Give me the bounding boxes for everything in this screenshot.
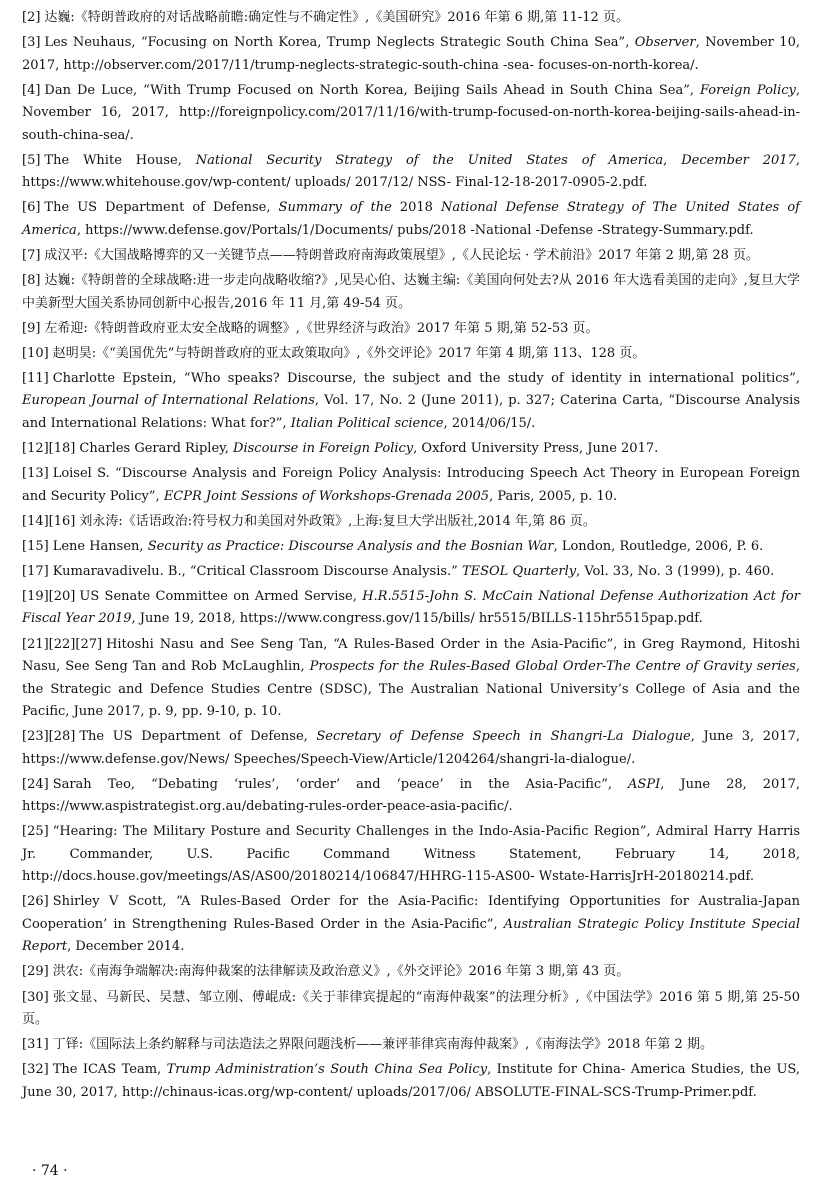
reference-item <box>22 1034 800 1057</box>
text-segment: The US Department of Defense, <box>79 729 317 745</box>
reference-number: [26] <box>22 894 49 910</box>
reference-number: [24] <box>22 776 49 792</box>
reference-number: [17] <box>22 563 49 579</box>
reference-text <box>79 441 658 456</box>
text-segment: “Hearing: The Military Posture and Security Challenges in the Indo-Asia-Pacific Region”, Admiral Harry Harris Jr. Commander, U.S. Pacific Command Witness Statement, February 14, 2018, http://docs.house.gov/meetings/AS/AS00/20180214/106847/HHRG-115-AS00- Wstate-HarrisJrH-20180214.pdf. <box>22 824 800 885</box>
italic-title: Summary of the <box>278 200 392 216</box>
text-segment: Charlotte Epstein, “Who speaks? Discourse, the subject and the study of identity in international politics”, <box>52 370 800 386</box>
reference-number: [10] <box>22 345 49 361</box>
reference-text <box>22 466 800 504</box>
italic-title: December 2017 <box>681 152 796 168</box>
text-segment: , June 3, 2017, https://www.defense.gov/News/ Speeches/Speech-View/Article/1204264/shangri-la-dialogue/. <box>22 729 800 767</box>
text-segment: , https://www.defense.gov/Portals/1/Documents/ pubs/2018 -National -Defense -Strategy-Summary.pdf. <box>76 222 754 238</box>
text-segment: The White House, <box>44 152 196 168</box>
text-segment: The US Department of Defense, <box>44 200 279 216</box>
text-segment: 达巍:《特朗普政府的对话战略前瞻:确定性与不确定性》,《美国研究》2016 年第 6 期,第 11-12 页。 <box>44 10 629 25</box>
reference-item <box>22 80 800 148</box>
text-segment: 成汉平:《大国战略博弈的又一关键节点——特朗普政府南海政策展望》,《人民论坛 · 学术前沿》2017 年第 2 期,第 28 页。 <box>44 247 760 263</box>
italic-title: Discourse in Foreign Policy <box>233 440 414 456</box>
reference-text <box>22 273 800 311</box>
reference-item <box>22 32 800 77</box>
text-segment: Charles Gerard Ripley, <box>79 440 234 456</box>
reference-number: [3] <box>22 35 41 51</box>
italic-title: Security as Practice: Discourse Analysis and the Bosnian War <box>147 538 554 554</box>
text-segment: , Paris, 2005, p. 10. <box>489 488 618 504</box>
italic-title: National Defense Strategy of The United States of America <box>22 200 800 238</box>
reference-text <box>22 637 800 720</box>
text-segment: 2018 <box>391 200 441 216</box>
reference-number: [9] <box>22 320 41 336</box>
reference-text <box>53 539 764 554</box>
reference-number: [25] <box>22 824 49 840</box>
reference-text <box>53 964 630 979</box>
reference-item <box>22 987 800 1032</box>
reference-text <box>22 589 800 627</box>
italic-title: Trump Administration’s South China Sea Policy <box>166 1062 488 1078</box>
reference-text <box>22 894 800 954</box>
reference-item <box>22 726 800 771</box>
reference-number: [29] <box>22 964 49 980</box>
reference-text <box>22 35 800 73</box>
reference-number: [23][28] <box>22 729 76 745</box>
text-segment: 张文显、马新民、吴慧、邹立刚、傅崐成:《关于菲律宾提起的“南海仲裁案”的法理分析》,《中国法学》2016 第 5 期,第 25-50 页。 <box>22 989 800 1028</box>
text-segment: , June 28, 2017, https://www.aspistrategist.org.au/debating-rules-order-peace-asia-pacific/. <box>22 776 801 815</box>
text-segment: 达巍:《特朗普的全球战略:进一步走向战略收缩?》,见吴心伯、达巍主编:《美国向何处去?从 2016 年大选看美国的走向》,复旦大学中美新型大国关系协同创新中心报告,2016 年 11 月,第 49-54 页。 <box>22 273 800 311</box>
reference-text <box>44 248 759 263</box>
reference-number: [19][20] <box>22 588 76 604</box>
reference-item <box>22 7 800 30</box>
text-segment: , Vol. 17, No. 2 (June 2011), p. 327; Caterina Carta, “Discourse Analysis and International Relations: What for?”, <box>22 393 800 431</box>
italic-title: Italian Political science <box>290 415 444 431</box>
reference-list <box>22 7 800 1104</box>
reference-number: [11] <box>22 370 49 386</box>
reference-item <box>22 368 800 436</box>
text-segment: , Vol. 33, No. 3 (1999), p. 460. <box>576 563 775 579</box>
text-segment: Sarah Teo, “Debating ‘rules’, ‘order’ and ‘peace’ in the Asia-Pacific”, <box>52 776 629 792</box>
reference-item <box>22 774 800 819</box>
text-segment: , 2014/06/15/. <box>443 415 536 431</box>
text-segment: , <box>663 152 682 168</box>
text-segment: 赵明昊:《“美国优先”与特朗普政府的亚太政策取向》,《外交评论》2017 年第 4 期,第 113、128 页。 <box>52 345 646 361</box>
reference-number: [2] <box>22 10 41 25</box>
italic-title: H.R.5515-John S. McCain National Defense Authorization Act for Fiscal Year 2019 <box>22 588 800 627</box>
reference-number: [14][16] <box>22 513 76 529</box>
reference-item <box>22 343 800 366</box>
reference-number: [6] <box>22 200 41 216</box>
reference-number: [12][18] <box>22 440 76 456</box>
reference-item <box>22 318 800 341</box>
italic-title: ASPI <box>628 776 661 792</box>
text-segment: Lene Hansen, <box>52 538 148 554</box>
reference-item <box>22 561 800 584</box>
text-segment: , https://www.whitehouse.gov/wp-content/ uploads/ 2017/12/ NSS- Final-12-18-2017-0905-2.pdf. <box>22 152 800 191</box>
text-segment: US Senate Committee on Armed Servise, <box>79 588 363 604</box>
reference-number: [21][22][27] <box>22 636 103 652</box>
reference-text <box>53 1037 713 1052</box>
text-segment: Kumaravadivelu. B., “Critical Classroom Discourse Analysis.” <box>52 563 462 579</box>
text-segment: 丁铎:《国际法上条约解释与司法造法之界限问题浅析——兼评菲律宾南海仲裁案》,《南海法学》2018 年第 2 期。 <box>52 1037 713 1053</box>
reference-number: [4] <box>22 82 41 98</box>
italic-title: TESOL Quarterly <box>461 563 577 579</box>
text-segment: , the Strategic and Defence Studies Centre (SDSC), The Australian National University’s College of Asia and the Pacific, June 2017, p. 9, pp. 9-10, p. 10. <box>22 659 800 719</box>
reference-text <box>44 321 598 336</box>
reference-text <box>53 564 775 579</box>
reference-text <box>22 1062 800 1100</box>
reference-item <box>22 891 800 959</box>
text-segment: Hitoshi Nasu and See Seng Tan, “A Rules-Based Order in the Asia-Pacific”, in Greg Raymond, Hitoshi Nasu, See Seng Tan and Rob McLaughlin, <box>22 636 800 674</box>
reference-item <box>22 821 800 889</box>
text-segment: , Institute for China- America Studies, the US, June 30, 2017, http://chinaus-icas.org/wp-content/ uploads/2017/06/ ABSOLUTE-FINAL-SCS-Trump-Primer.pdf. <box>22 1062 800 1100</box>
italic-title: European Journal of International Relations <box>22 393 315 409</box>
reference-number: [30] <box>22 989 49 1005</box>
reference-item <box>22 586 800 631</box>
reference-item <box>22 270 800 315</box>
reference-text <box>22 824 800 884</box>
text-segment: , December 2014. <box>67 939 185 955</box>
reference-text <box>22 777 800 815</box>
italic-title: Observer <box>634 35 696 51</box>
text-segment: Shirley V Scott, “A Rules-Based Order for the Asia-Pacific: Identifying Opportunities for Australia-Japan Cooperation’ in Strengthening Rules-Based Order in the Asia-Pacific”, <box>22 894 800 932</box>
reference-text <box>53 346 646 361</box>
reference-item <box>22 150 800 195</box>
reference-number: [31] <box>22 1037 49 1053</box>
reference-number: [13] <box>22 466 49 482</box>
reference-item <box>22 438 800 461</box>
reference-number: [5] <box>22 152 41 168</box>
text-segment: , November 10, 2017, http://observer.com/2017/11/trump-neglects-strategic-south-china -sea- focuses-on-north-korea/. <box>22 35 800 73</box>
reference-text <box>22 990 800 1028</box>
text-segment: 洪农:《南海争端解决:南海仲裁案的法律解读及政治意义》,《外交评论》2016 年第 3 期,第 43 页。 <box>52 964 630 980</box>
italic-title: National Security Strategy of the United States of America <box>195 152 664 168</box>
reference-number: [7] <box>22 247 41 263</box>
text-segment: , Oxford University Press, June 2017. <box>413 440 659 456</box>
page-number: · 74 · <box>32 1163 68 1179</box>
reference-item <box>22 536 800 559</box>
italic-title: Australian Strategic Policy Institute Special Report <box>22 916 800 955</box>
reference-text <box>22 83 800 143</box>
text-segment: , June 19, 2018, https://www.congress.gov/115/bills/ hr5515/BILLS-115hr5515pap.pdf. <box>131 611 703 627</box>
reference-number: [32] <box>22 1062 49 1078</box>
reference-item <box>22 245 800 268</box>
reference-text <box>79 514 596 529</box>
text-segment: , November 16, 2017, http://foreignpolicy.com/2017/11/16/with-trump-focused-on-north-korea-beijing-sails-ahead-in-south-china-sea/. <box>22 82 801 143</box>
reference-text <box>22 729 800 767</box>
reference-item <box>22 1059 800 1104</box>
reference-text <box>22 153 800 191</box>
text-segment: Les Neuhaus, “Focusing on North Korea, Trump Neglects Strategic South China Sea”, <box>44 35 635 51</box>
italic-title: Secretary of Defense Speech in Shangri-La Dialogue <box>316 729 691 745</box>
reference-number: [8] <box>22 273 41 289</box>
text-segment: 刘永涛:《话语政治:符号权力和美国对外政策》,上海:复旦大学出版社,2014 年,第 86 页。 <box>79 513 596 529</box>
text-segment: Loisel S. “Discourse Analysis and Foreign Policy Analysis: Introducing Speech Act Theory in European Foreign and Security Policy”, <box>22 466 800 504</box>
text-segment: Dan De Luce, “With Trump Focused on North Korea, Beijing Sails Ahead in South China Sea”, <box>44 82 700 98</box>
italic-title: Foreign Policy <box>699 82 796 98</box>
reference-number: [15] <box>22 538 49 554</box>
reference-text <box>22 371 800 431</box>
italic-title: ECPR Joint Sessions of Workshops-Grenada 2005 <box>163 488 490 504</box>
text-segment: 左希迎:《特朗普政府亚太安全战略的调整》,《世界经济与政治》2017 年第 5 期,第 52-53 页。 <box>44 320 599 336</box>
reference-item <box>22 197 800 242</box>
reference-text <box>44 10 629 25</box>
reference-item <box>22 511 800 534</box>
reference-item <box>22 463 800 508</box>
italic-title: Prospects for the Rules-Based Global Order-The Centre of Gravity series <box>309 659 796 674</box>
reference-item <box>22 961 800 984</box>
text-segment: The ICAS Team, <box>52 1062 167 1078</box>
text-segment: , London, Routledge, 2006, P. 6. <box>553 538 764 554</box>
reference-text <box>22 200 800 238</box>
reference-item <box>22 634 800 724</box>
